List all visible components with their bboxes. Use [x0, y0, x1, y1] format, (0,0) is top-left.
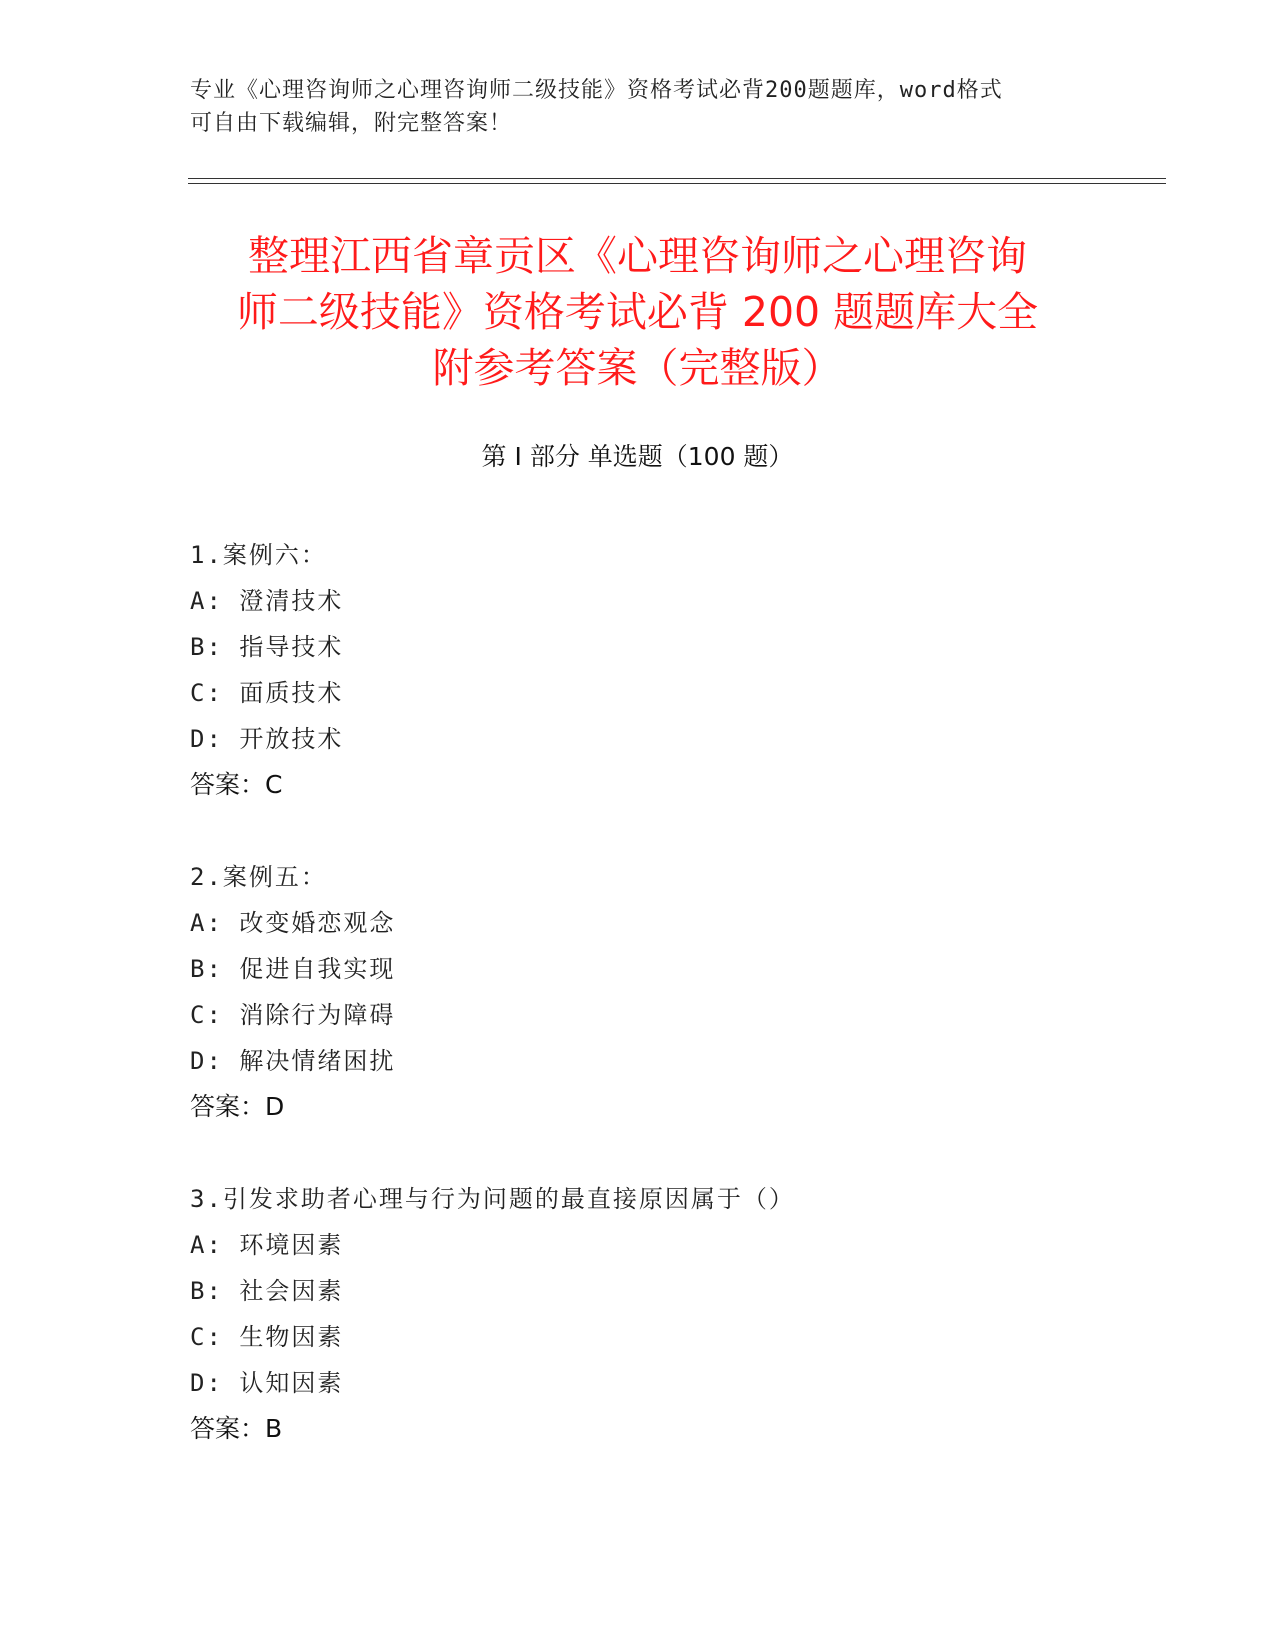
document-title: [180, 228, 1095, 396]
question-stem: 2.案例五：: [190, 863, 327, 891]
option-c: C: 生物因素: [190, 1323, 344, 1351]
question-3: [190, 1176, 1090, 1452]
question-2: [190, 854, 1090, 1130]
option-b: B: 指导技术: [190, 633, 344, 661]
option-c: C: 消除行为障碍: [190, 1001, 396, 1029]
question-1: [190, 532, 1090, 808]
header-note: [190, 74, 1090, 140]
option-a: A: 环境因素: [190, 1231, 344, 1259]
question-stem: 1.案例六：: [190, 541, 327, 569]
option-d: D: 解决情绪困扰: [190, 1047, 396, 1075]
header-divider-top: [188, 178, 1166, 179]
option-b: B: 促进自我实现: [190, 955, 396, 983]
header-note-line-1: 专业《心理咨询师之心理咨询师二级技能》资格考试必背200题题库，word格式: [190, 78, 1003, 103]
option-d: D: 认知因素: [190, 1369, 344, 1397]
header-note-line-2: 可自由下载编辑，附完整答案！: [190, 111, 513, 136]
option-c: C: 面质技术: [190, 679, 344, 707]
answer-line: 答案：C: [190, 770, 283, 799]
option-a: A: 澄清技术: [190, 587, 344, 615]
answer-line: 答案：D: [190, 1092, 285, 1121]
option-b: B: 社会因素: [190, 1277, 344, 1305]
document-title-line-2: 师二级技能》资格考试必背 200 题题库大全: [236, 288, 1039, 336]
section-title: 第 I 部分 单选题（100 题）: [481, 442, 794, 471]
option-a: A: 改变婚恋观念: [190, 909, 396, 937]
option-d: D: 开放技术: [190, 725, 344, 753]
question-stem: 3.引发求助者心理与行为问题的最直接原因属于（）: [190, 1185, 795, 1213]
answer-line: 答案：B: [190, 1414, 283, 1443]
header-divider-bottom: [188, 183, 1166, 184]
document-title-line-3: 附参考答案（完整版）: [432, 344, 843, 392]
document-title-line-1: 整理江西省章贡区《心理咨询师之心理咨询: [248, 232, 1027, 280]
